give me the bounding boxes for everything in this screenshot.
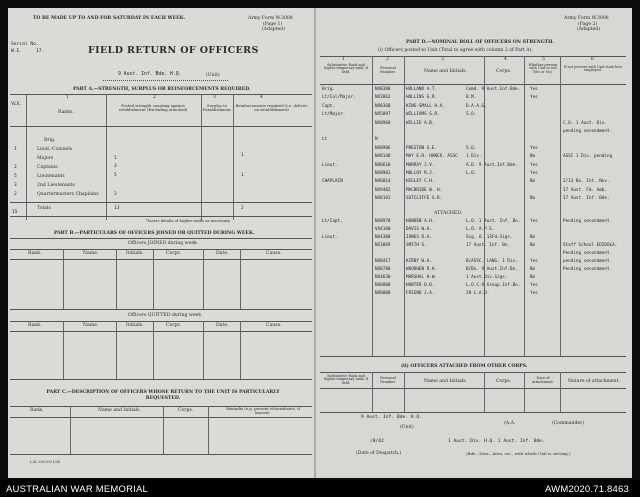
roll-name: MAY E.R. HANCO. ASSC	[406, 154, 458, 160]
roll-where: Pending secondment.	[563, 219, 613, 224]
partB-vline	[240, 321, 241, 379]
roll-corps: 28 L.A.D.	[466, 291, 490, 296]
partA-we: 2	[14, 192, 17, 197]
roll-where: Staff School EDIDOLA.	[563, 243, 618, 248]
roll-present: No	[530, 267, 536, 272]
roll-pno: NX8960	[375, 120, 391, 126]
roll-name: HOWDEN A.H.	[406, 219, 435, 224]
roll-rank: Lt/Capt.	[322, 219, 343, 224]
att-col-date: Date of attachment.	[532, 376, 554, 384]
unit-underline	[103, 80, 228, 81]
partB-vline	[63, 321, 64, 379]
partA-rank: Captains	[37, 165, 58, 170]
partB-rule	[10, 249, 312, 250]
partA-reinf: 1	[241, 173, 244, 178]
roll-name: HOLLINS G.R.	[406, 95, 438, 101]
partB-vline	[240, 249, 241, 309]
roll-where: ASSC 1 Div. pending	[563, 154, 613, 160]
roll-pno: NX8618	[375, 162, 391, 168]
unit-label: (Unit)	[206, 73, 220, 78]
form-page-2: (Page 2)	[578, 22, 598, 27]
roll-corps: Comd. 9 Aust.Inf.Bde.	[466, 87, 521, 92]
roll-pno: NX8181	[375, 196, 391, 202]
partD-vline	[372, 56, 373, 356]
partA-head-surplus: Surplus to Establishment.	[203, 103, 232, 112]
att-col-name: Name and Initials.	[424, 379, 467, 384]
partA-colnum-4: 4	[260, 95, 263, 100]
roll-pno: NX3862	[375, 95, 391, 101]
joined-title: Officers JOINED during week.	[128, 241, 199, 246]
roll-rank: Lt/Major.	[322, 112, 346, 118]
roll-corps: L.O.C.9 Group.Inf.Bn.	[466, 283, 521, 288]
roll-pno: N	[375, 137, 378, 143]
joined-col-corps: Corps.	[166, 251, 182, 256]
page-title: FIELD RETURN OF OFFICERS	[88, 45, 259, 56]
partB-rule	[10, 321, 312, 322]
roll-name: SUTCLIFFE G.R.	[406, 196, 443, 202]
roll-corps: L.O. A.P.S.	[466, 227, 495, 232]
roll-pno: NX8008	[375, 291, 391, 296]
top-note: TO BE MADE UP TO AND FOR SATURDAY IN EACH WEEK.	[33, 16, 186, 21]
partB-title: PART B.—PARTICULARS OF OFFICERS JOINED OR QUITTED DURING WEEK.	[54, 231, 255, 236]
partA-colnum-1: 1	[66, 95, 69, 100]
roll-rank: CHAPLAIN	[322, 179, 343, 185]
sign-unit: 9 Aust. Inf. Bde. H.Q.	[361, 415, 422, 420]
roll-name: MOLLOY R.J.	[406, 171, 435, 176]
form-page: (Page 1)	[263, 22, 283, 27]
partD-vline	[404, 56, 405, 356]
attached-vline	[404, 372, 405, 412]
partA-we: 15	[12, 210, 18, 215]
roll-corps: S.O.	[466, 145, 477, 151]
roll-where: 2/13 Bn. Int. Nov.	[563, 179, 610, 185]
partD-vline	[524, 56, 525, 356]
partA-head-reinf: Reinforcements required (i.e. deficits on establishment)	[235, 103, 308, 112]
attached-rule	[320, 372, 626, 373]
roll-name: KING-SMALL H.A.	[406, 103, 445, 109]
partB-vline	[153, 249, 154, 309]
partD-rule	[320, 56, 626, 57]
partA-colnum-2: 2	[153, 95, 156, 100]
roll-rank: Lt/Col/Major.	[322, 95, 356, 101]
roll-corps: B.M.	[466, 95, 477, 101]
partC-col-remarks: Remarks (e.g. present whereabouts, if known).	[226, 406, 300, 415]
printer-mark: L.M. 200,000 1/38	[30, 460, 60, 464]
attached-rule	[320, 388, 626, 389]
roll-present: Yes	[530, 259, 538, 264]
roll-where: Pending secondment.	[563, 267, 613, 272]
roll-name: FRIEND J.A.	[406, 291, 435, 296]
sign-unit-label: (Unit)	[400, 425, 414, 430]
partD-head-pno: Personal Number.	[380, 66, 396, 74]
att-col-nature: Nature of attachment.	[568, 379, 620, 384]
partB-rule	[10, 379, 312, 380]
roll-name: HIGLEY C.H.	[406, 179, 435, 185]
roll-present: Yes	[530, 291, 538, 296]
joined-col-name: Name.	[83, 251, 99, 256]
partC-rule	[10, 417, 312, 418]
partA-top-rule	[10, 94, 312, 95]
roll-corps: B/ASSC. LANG. 1 Div.	[466, 259, 518, 264]
roll-present: Yes	[530, 171, 538, 176]
roll-pno: NX8808	[375, 283, 391, 288]
roll-where: C.O. 1 Aust. Div.	[563, 120, 607, 126]
partA-posted: 3	[114, 164, 117, 169]
partD-head-rank: Substantive Rank and higher temporary rank, if held.	[324, 63, 368, 74]
serial-value: W.E.	[11, 49, 23, 54]
roll-name: MURRAY J.V.	[406, 162, 435, 168]
partA-rank: Totals	[37, 206, 51, 211]
destination-label: (Bde., Divn., Area, etc., with which Unit is serving.)	[466, 451, 571, 456]
quitted-col-initials: Initials.	[126, 323, 144, 328]
quitted-col-name: Name.	[83, 323, 99, 328]
roll-pno: NX9482	[375, 187, 391, 193]
partA-posted: 1	[114, 156, 117, 161]
partC-rule	[10, 454, 312, 455]
partD-colnum-6: 6	[591, 57, 594, 62]
roll-present: Yes	[530, 162, 538, 168]
roll-pno: NX8780	[375, 267, 391, 272]
partA-we: 1	[14, 147, 17, 152]
roll-corps: D.A.A.G.	[466, 103, 487, 109]
roll-corps: L.O. 1 Aust. Inf. Bn.	[466, 219, 521, 224]
roll-name: WOODHEN R.H.	[406, 267, 438, 272]
partB-rule	[10, 309, 312, 310]
roll-where: pending secondment.	[563, 129, 613, 134]
partA-posted: 2	[114, 192, 117, 197]
roll-rank: Capt.	[322, 103, 335, 109]
partD-colnum-3: 3	[441, 57, 444, 62]
roll-rank: Lieut.	[322, 162, 338, 168]
attached-vline	[372, 372, 373, 412]
partC-vline	[208, 406, 209, 454]
roll-present: Yes	[530, 145, 538, 151]
partD-vline	[560, 56, 561, 356]
partB-top-rule	[10, 238, 312, 239]
joined-col-rank: Rank.	[28, 251, 42, 256]
partB-rule	[10, 331, 312, 332]
partB-vline	[153, 321, 154, 379]
roll-name: HOLLAND A.T.	[406, 87, 438, 92]
partA-rank: Lieutenants	[37, 174, 65, 179]
despatch-label: (Date of Despatch.)	[356, 451, 402, 456]
partA-we: 2	[14, 165, 17, 170]
archive-footer	[0, 480, 640, 497]
partC-col-rank: Rank.	[30, 408, 44, 413]
roll-present: No	[530, 275, 536, 280]
partB-vline	[203, 249, 204, 309]
roll-where: Pending secondment.	[563, 251, 613, 256]
partD-head-present: Whether present with Unit or not (Yes or No).	[528, 63, 558, 74]
partD-head-name: Name and Initials.	[424, 69, 467, 74]
roll-corps: L.O.	[466, 171, 477, 176]
partA-colnum-3: 3	[213, 95, 216, 100]
roll-name: KIRBY W.A.	[406, 259, 432, 264]
roll-corps: 17 Aust. Inf. Bn.	[466, 243, 510, 248]
joined-col-cause: Cause.	[266, 251, 282, 256]
form-number: Army Form W.3008	[248, 16, 293, 21]
roll-pno: NX8148	[375, 154, 391, 160]
roll-pno: NX5897	[375, 112, 391, 118]
roll-where: 17 Aust. Fd. Amb.	[563, 187, 607, 193]
partB-rule	[10, 259, 312, 260]
footer-catalog-id: AWM2020.71.8463	[545, 484, 629, 495]
roll-rank: Lt	[322, 137, 328, 143]
partC-col-corps: Corps.	[178, 408, 194, 413]
partD-colnum-1: 1	[342, 57, 345, 62]
partA-rank: Brig.	[44, 138, 56, 143]
attached-title: (ii) OFFICERS ATTACHED FROM OTHER CORPS.	[401, 364, 528, 369]
partA-title: PART A.—STRENGTH, SURPLUS OR REINFORCEMENTS REQUIRED.	[73, 87, 251, 92]
att-col-corps: Corps.	[496, 379, 512, 384]
roll-pno: NX8368	[375, 103, 391, 109]
roll-name: WILLIE A.B.	[406, 120, 435, 126]
form-number-2: Army Form W.3008	[564, 16, 609, 21]
left-page	[8, 8, 315, 478]
partD-vline	[484, 56, 485, 356]
form-adapted: (Adapted)	[262, 27, 286, 32]
roll-present: Yes	[530, 87, 538, 92]
att-col-rank: Substantive Rank and higher temporary rank, if held.	[324, 374, 368, 385]
partA-we: 3	[14, 183, 17, 188]
roll-rank: Brig.	[322, 87, 335, 92]
roll-rank: Lieut.	[322, 235, 338, 240]
roll-corps: A.D. 9 Aust.Inf.Bde.	[466, 162, 518, 168]
roll-pno: NX8901	[375, 171, 391, 176]
roll-pno: NX8380	[375, 87, 391, 92]
despatch-date: /8/42	[370, 439, 384, 444]
attached-vline	[484, 372, 485, 412]
roll-corps: S.O.	[466, 112, 477, 118]
sign-commander: (Commander)	[552, 421, 585, 426]
partD-colnum-2: 2	[386, 57, 389, 62]
roll-name: MACBRIDE W. H.	[406, 187, 443, 193]
partD-rule	[320, 356, 626, 357]
partC-vline	[70, 406, 71, 454]
partA-reinf: 1	[241, 153, 244, 158]
roll-pno: NX8970	[375, 219, 391, 224]
partA-we: 5	[14, 174, 17, 179]
joined-col-initials: Initials.	[126, 251, 144, 256]
footer-institution: AUSTRALIAN WAR MEMORIAL	[6, 484, 149, 495]
partA-rank: Majors	[37, 156, 54, 161]
roll-present: No	[530, 196, 536, 202]
sign-prefix: (A.A.	[504, 421, 516, 426]
quitted-col-corps: Corps.	[166, 323, 182, 328]
partB-vline	[203, 321, 204, 379]
partA-we-head: W.E.	[11, 102, 22, 107]
partC-title: PART C.—DESCRIPTION OF OFFICERS WHOSE RETURN TO THE UNIT IS PARTICULARLY REQUESTED.	[46, 390, 280, 401]
partA-posted: 13	[114, 206, 120, 211]
roll-present: Yes	[530, 95, 538, 101]
partA-note: *Insert details of higher ranks as necessary.	[146, 218, 231, 223]
partD-sub: (i) Officers posted to Unit (Total to agree with column 2 of Part A).	[378, 48, 533, 53]
roll-corps: Sig. O. 13Fd.Sigs.	[466, 235, 513, 240]
roll-present: No	[530, 235, 536, 240]
roll-name: MARSHAL H.W.	[406, 275, 438, 280]
roll-name: JONES D.A.	[406, 235, 432, 240]
att-col-pno: Personal Number.	[380, 376, 396, 384]
destination: 1 Aust. Div. H.Q. 1 Aust. Inf. Bde.	[448, 439, 545, 444]
roll-pno: NX4380	[375, 235, 391, 240]
roll-name: WILLIAMS G.R.	[406, 112, 440, 118]
partA-head-posted: Posted strength counting against establishment (Excluding attached)	[118, 103, 188, 112]
roll-present: No	[530, 154, 536, 160]
partC-col-name: Name and Initials.	[98, 408, 141, 413]
partB-vline	[116, 321, 117, 379]
roll-name: HUNTER D.B.	[406, 283, 435, 288]
roll-name: PRESTON G.E.	[406, 145, 438, 151]
serial-suffix: 17.	[36, 49, 45, 54]
roll-present: No	[530, 243, 536, 248]
roll-pno: NX8417	[375, 259, 391, 264]
joined-col-date: Date.	[216, 251, 229, 256]
attached-rule	[320, 412, 626, 413]
partB-vline	[63, 249, 64, 309]
roll-corps: 1 Aust.Div.Sigs.	[466, 275, 508, 280]
roll-pno: NX8906	[375, 145, 391, 151]
roll-name: SMITH G.	[406, 243, 427, 248]
form-adapted-2: (Adapted)	[577, 27, 601, 32]
partA-rank: Lieut.-Colonels	[37, 147, 73, 152]
quitted-col-rank: Rank.	[28, 323, 42, 328]
roll-pno: NX4630	[375, 275, 391, 280]
attached-label: ATTACHED.	[434, 211, 463, 216]
quitted-col-date: Date.	[216, 323, 229, 328]
roll-pno: NX6014	[375, 179, 391, 185]
roll-corps: 1 Div.	[466, 154, 482, 160]
attached-vline	[560, 372, 561, 412]
roll-pno: VX4100	[375, 227, 391, 232]
partA-total-rule	[10, 202, 312, 203]
unit-value: 9 Aust. Inf. Bde. H.Q.	[118, 72, 182, 77]
roll-corps: B/Bn. 9 Aust.Inf.Bn.	[466, 267, 518, 272]
right-page	[316, 8, 632, 478]
partA-reinf: 2	[241, 206, 244, 211]
roll-where: pending secondment.	[563, 259, 613, 264]
partB-vline	[116, 249, 117, 309]
partD-rule	[320, 84, 626, 85]
partA-rank: Quartermasters Chaplains	[37, 192, 99, 197]
serial-label: Serial No.	[11, 42, 39, 47]
quitted-col-cause: Cause.	[266, 323, 282, 328]
roll-present: No	[530, 179, 536, 185]
partD-colnum-4: 4	[504, 57, 507, 62]
partA-rank: 2nd Lieutenants	[37, 183, 75, 188]
partA-head-ranks: Ranks.	[58, 110, 74, 115]
roll-where: 17 Aust. Inf. Bde.	[563, 196, 610, 202]
partA-bottom-rule	[10, 216, 312, 217]
partD-colnum-5: 5	[542, 57, 545, 62]
roll-present: Yes	[530, 219, 538, 224]
partD-title: PART D.—NOMINAL ROLL OF OFFICERS ON STRENGTH.	[406, 40, 555, 45]
partA-head-rule	[10, 126, 312, 127]
partD-head-corps: Corps.	[496, 69, 512, 74]
partA-posted: 5	[114, 173, 117, 178]
roll-pno: NX3869	[375, 243, 391, 248]
roll-present: Yes	[530, 283, 538, 288]
partC-vline	[163, 406, 164, 454]
attached-vline	[524, 372, 525, 412]
quitted-title: Officers QUITTED during week.	[128, 313, 203, 318]
partD-head-where: If not present with Unit state how employed.	[563, 65, 623, 73]
roll-name: DAVIS W.A.	[406, 227, 432, 232]
